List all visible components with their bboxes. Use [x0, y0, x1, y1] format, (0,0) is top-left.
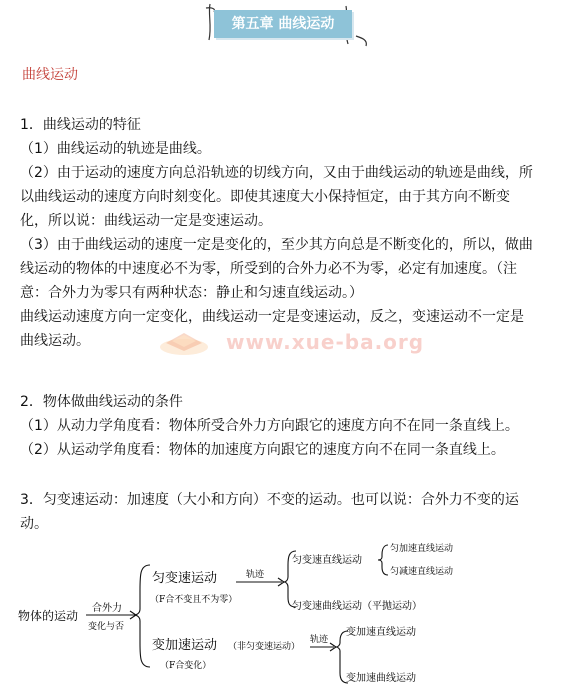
uniform-linear-brace: [378, 545, 388, 575]
varying-curvilinear: 变加速曲线运动: [346, 673, 416, 684]
uniform-accelerated: 匀加速直线运动: [390, 544, 454, 554]
title-curl-right: [356, 36, 366, 46]
heading-1: 1．曲线运动的特征: [20, 117, 141, 133]
para-2-1: （1）从动力学角度看：物体所受合外力方向跟它的速度方向不在同一条直线上。: [20, 418, 519, 434]
uniform-motion: 匀变速运动: [152, 571, 218, 586]
para-1-2a: （2）由于运动的速度方向总沿轨迹的切线方向，又由于曲线运动的轨迹是曲线，所: [20, 165, 533, 181]
para-1-2b: 以曲线运动的速度方向时刻变化。即使其速度大小保持恒定，由于其方向不断变: [20, 189, 510, 205]
para-2-2: （2）从运动学角度看：物体的加速度方向跟它的速度方向不在同一条直线上。: [20, 442, 505, 458]
root-brace: [134, 565, 150, 667]
heading-2: 2．物体做曲线运动的条件: [20, 394, 183, 410]
watermark-book-icon: [158, 323, 210, 357]
varying-condition: （F合变化）: [160, 661, 212, 671]
uniform-linear: 匀变速直线运动: [292, 555, 362, 566]
varying-alias: （非匀变速运动）: [228, 642, 301, 652]
section-title: 曲线运动: [22, 67, 78, 83]
chapter-title: 第五章 曲线运动: [214, 10, 352, 38]
para-3b: 动。: [20, 516, 48, 532]
uniform-decelerated: 匀减速直线运动: [390, 567, 454, 577]
varying-linear: 变加速直线运动: [346, 627, 416, 638]
diagram-root: 物体的运动: [18, 609, 79, 623]
uniform-curvilinear: 匀变速曲线运动（平抛运动）: [292, 601, 422, 612]
block-curve-conditions: [20, 390, 548, 462]
block-curve-features: [20, 113, 548, 353]
varying-motion: 变加速运动: [152, 638, 218, 653]
root-arrow-label-bottom: 变化与否: [88, 622, 125, 632]
para-1-4a: 曲线运动速度方向一定变化，曲线运动一定是变速运动，反之，变速运动不一定是: [20, 309, 524, 325]
para-1-2c: 化，所以说：曲线运动一定是变速运动。: [20, 213, 272, 229]
root-arrow-label-top: 合外力: [92, 603, 122, 614]
title-stroke-left: [209, 4, 210, 40]
para-1-3c: 意：合外力为零只有两种状态：静止和匀速直线运动。）: [20, 285, 363, 301]
para-1-1: （1）曲线运动的轨迹是曲线。: [20, 141, 211, 157]
watermark-text: www.xue-ba.org: [226, 330, 425, 354]
motion-classification-diagram: [0, 535, 561, 691]
para-1-3b: 线运动的物体的中速度必不为零，所受到的合外力必不为零，必定有加速度。（注: [20, 261, 517, 277]
varying-arrow-label: 轨迹: [310, 635, 329, 645]
block-uniform-variable: [20, 488, 548, 536]
para-3a: 3．匀变速运动：加速度（大小和方向）不变的运动。也可以说：合外力不变的运: [20, 492, 519, 508]
uniform-arrow-label: 轨迹: [246, 570, 265, 580]
para-1-3a: （3）由于曲线运动的速度一定是变化的，至少其方向总是不断变化的，所以，做曲: [20, 237, 533, 253]
uniform-condition: （F合不变且不为零）: [150, 595, 238, 605]
para-1-4b: 曲线运动。: [20, 333, 90, 349]
